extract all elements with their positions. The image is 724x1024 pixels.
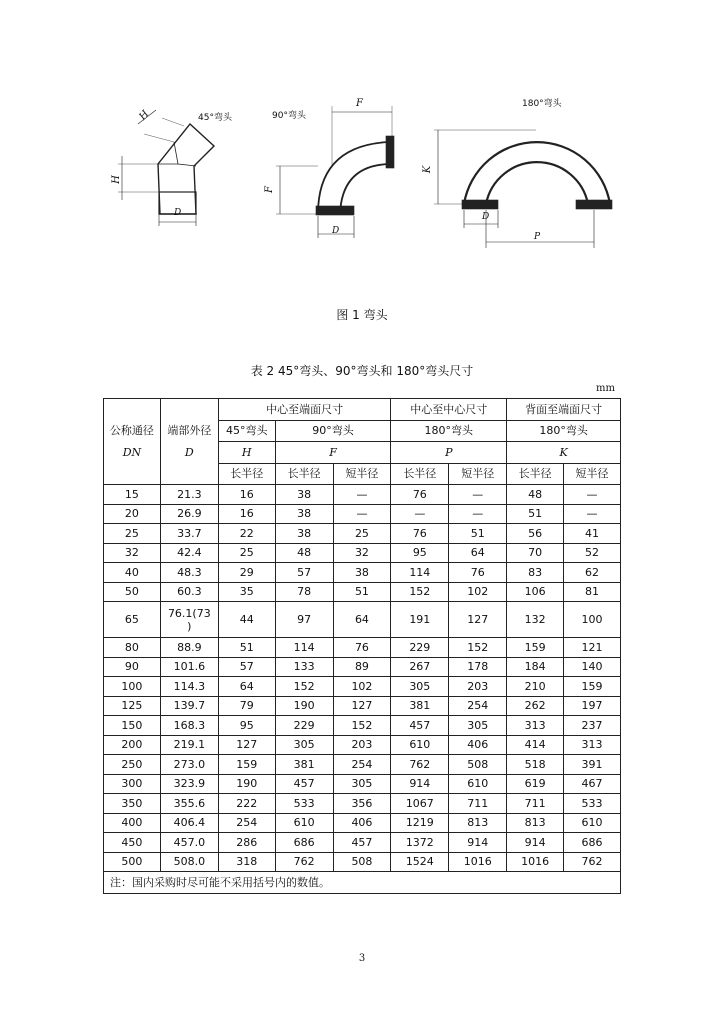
table-cell: 619 [507, 774, 564, 794]
header-row-1 [104, 399, 621, 421]
table-cell: 41 [564, 524, 621, 544]
table-cell: 686 [564, 833, 621, 853]
table-cell: — [564, 504, 621, 524]
table-cell: 114.3 [160, 677, 218, 697]
table-cell: 381 [391, 696, 449, 716]
table-cell: 150 [104, 716, 161, 736]
elbow-90-drawing [276, 106, 394, 238]
table-cell: 184 [507, 657, 564, 677]
table-cell: 237 [564, 716, 621, 736]
header-center-to-end: 中心至端面尺寸 [218, 399, 391, 421]
table-cell: 121 [564, 638, 621, 658]
header-long-radius-p: 长半径 [391, 463, 449, 485]
table-cell: 70 [507, 543, 564, 563]
table-cell: 152 [391, 582, 449, 602]
table-cell: 457.0 [160, 833, 218, 853]
table-cell: 44 [218, 602, 275, 638]
table-cell: 508.0 [160, 852, 218, 872]
table-cell: 711 [449, 794, 507, 814]
table-cell: 35 [218, 582, 275, 602]
table-cell: 229 [275, 716, 333, 736]
table-cell: — [391, 504, 449, 524]
table-cell: 38 [275, 524, 333, 544]
table-cell: 159 [507, 638, 564, 658]
table-cell: 64 [449, 543, 507, 563]
table-cell: 711 [507, 794, 564, 814]
table-cell: 610 [275, 813, 333, 833]
label-d-180: D [482, 212, 490, 222]
header-blank-b [160, 399, 218, 421]
table-cell: 254 [218, 813, 275, 833]
table-row [104, 563, 621, 583]
table-cell: 318 [218, 852, 275, 872]
table-cell: 16 [218, 504, 275, 524]
unit-label: mm [596, 383, 615, 394]
table-cell: 762 [391, 755, 449, 775]
table-cell: 38 [333, 563, 391, 583]
table-cell: 76 [333, 638, 391, 658]
table-cell: 29 [218, 563, 275, 583]
table-cell: 57 [275, 563, 333, 583]
table-cell: 97 [275, 602, 333, 638]
table-cell: 100 [564, 602, 621, 638]
table-cell: — [564, 485, 621, 505]
table-cell: 25 [104, 524, 161, 544]
header-row-4 [104, 463, 621, 485]
header-short-radius-p: 短半径 [449, 463, 507, 485]
table-cell: 457 [275, 774, 333, 794]
table-cell: 76 [449, 563, 507, 583]
table-cell: 762 [564, 852, 621, 872]
table-cell: 159 [218, 755, 275, 775]
table-cell: 51 [218, 638, 275, 658]
table-cell: 100 [104, 677, 161, 697]
label-180-elbow: 180°弯头 [522, 99, 562, 109]
table-cell: 114 [275, 638, 333, 658]
table-row [104, 833, 621, 853]
table-cell: 168.3 [160, 716, 218, 736]
table-cell: 203 [449, 677, 507, 697]
table-cell: 508 [333, 852, 391, 872]
table-cell: 64 [218, 677, 275, 697]
table-cell: 78 [275, 582, 333, 602]
table-cell: 57 [218, 657, 275, 677]
table-cell: 48.3 [160, 563, 218, 583]
table-cell: 51 [449, 524, 507, 544]
table-cell: 140 [564, 657, 621, 677]
table-cell: 81 [564, 582, 621, 602]
table-cell: 38 [275, 504, 333, 524]
table-cell: 152 [333, 716, 391, 736]
table-cell: 88.9 [160, 638, 218, 658]
table-cell: 125 [104, 696, 161, 716]
table-cell: 610 [391, 735, 449, 755]
elbow-figure [100, 88, 620, 288]
table-cell: 457 [333, 833, 391, 853]
table-cell: 813 [507, 813, 564, 833]
table-title: 表 2 45°弯头、90°弯头和 180°弯头尺寸 [250, 364, 474, 378]
table-cell: 305 [333, 774, 391, 794]
table-cell: 262 [507, 696, 564, 716]
table-cell: 152 [449, 638, 507, 658]
table-cell: 200 [104, 735, 161, 755]
header-long-radius-f: 长半径 [275, 463, 333, 485]
table-cell: 15 [104, 485, 161, 505]
table-cell: 159 [564, 677, 621, 697]
label-f-top: F [356, 98, 363, 109]
table-cell: 250 [104, 755, 161, 775]
table-row [104, 657, 621, 677]
table-cell: 1016 [449, 852, 507, 872]
table-cell: 533 [275, 794, 333, 814]
header-blank-c [104, 463, 161, 485]
table-cell: 80 [104, 638, 161, 658]
table-cell: 25 [218, 543, 275, 563]
table-cell: 914 [391, 774, 449, 794]
label-p: P [534, 232, 541, 242]
header-f: F [275, 442, 391, 464]
label-h-vert: H [110, 175, 122, 184]
header-center-to-center: 中心至中心尺寸 [391, 399, 507, 421]
table-cell: 219.1 [160, 735, 218, 755]
table-cell: 1372 [391, 833, 449, 853]
table-row [104, 813, 621, 833]
table-cell: 48 [275, 543, 333, 563]
header-blank-d [160, 463, 218, 485]
table-cell: 350 [104, 794, 161, 814]
header-short-radius-k: 短半径 [564, 463, 621, 485]
table-cell: 406 [449, 735, 507, 755]
table-cell: 16 [218, 485, 275, 505]
table-cell: 813 [449, 813, 507, 833]
table-cell: 139.7 [160, 696, 218, 716]
table-row [104, 638, 621, 658]
elbow-dimension-table [103, 398, 621, 894]
table-note: 注：国内采购时尽可能不采用括号内的数值。 [104, 872, 621, 894]
table-cell: 90 [104, 657, 161, 677]
table-cell: 323.9 [160, 774, 218, 794]
table-cell: 32 [104, 543, 161, 563]
header-45-elbow: 45°弯头 [218, 420, 275, 442]
label-k: K [422, 165, 434, 174]
table-cell: 300 [104, 774, 161, 794]
elbow-drawings [100, 88, 620, 288]
table-cell: 305 [449, 716, 507, 736]
header-k: K [507, 442, 621, 464]
table-cell: 76 [391, 485, 449, 505]
table-cell: 42.4 [160, 543, 218, 563]
table-cell: 467 [564, 774, 621, 794]
table-cell: 95 [391, 543, 449, 563]
table-cell: 83 [507, 563, 564, 583]
table-cell: 191 [391, 602, 449, 638]
table-cell: 381 [275, 755, 333, 775]
table-cell: 254 [449, 696, 507, 716]
table-cell: 508 [449, 755, 507, 775]
table-cell: 286 [218, 833, 275, 853]
table-cell: — [449, 504, 507, 524]
table-row [104, 735, 621, 755]
table-cell: 50 [104, 582, 161, 602]
table-cell: 21.3 [160, 485, 218, 505]
figure-caption: 图 1 弯头 [336, 308, 388, 322]
table-row [104, 852, 621, 872]
label-d-45: D [174, 208, 182, 218]
table-row [104, 582, 621, 602]
table-cell: 391 [564, 755, 621, 775]
header-180-elbow-k: 180°弯头 [507, 420, 621, 442]
page-number: 3 [358, 953, 366, 964]
table-cell: 406 [333, 813, 391, 833]
table-cell: 22 [218, 524, 275, 544]
table-cell: 762 [275, 852, 333, 872]
table-cell: 190 [218, 774, 275, 794]
header-90-elbow: 90°弯头 [275, 420, 391, 442]
table-cell: 76 [391, 524, 449, 544]
table-cell: 52 [564, 543, 621, 563]
table-cell: 355.6 [160, 794, 218, 814]
table-cell: 102 [449, 582, 507, 602]
table-cell: 101.6 [160, 657, 218, 677]
table-cell: 106 [507, 582, 564, 602]
header-long-radius-k: 长半径 [507, 463, 564, 485]
header-row-2 [104, 420, 621, 442]
table-cell: 152 [275, 677, 333, 697]
table-cell: 414 [507, 735, 564, 755]
table-cell: 305 [391, 677, 449, 697]
table-cell: 457 [391, 716, 449, 736]
table-cell: 210 [507, 677, 564, 697]
table-cell: 64 [333, 602, 391, 638]
label-h-diag: H [137, 108, 152, 123]
table-cell: 132 [507, 602, 564, 638]
header-outside-dia: 端部外径 [160, 420, 218, 442]
table-cell: 229 [391, 638, 449, 658]
table-cell: 60.3 [160, 582, 218, 602]
table-cell: 178 [449, 657, 507, 677]
table-cell: 65 [104, 602, 161, 638]
table-cell: — [449, 485, 507, 505]
label-f-side: F [263, 186, 275, 193]
elbow-45-drawing [118, 110, 214, 226]
table-cell: 254 [333, 755, 391, 775]
table-cell: 79 [218, 696, 275, 716]
table-cell: 450 [104, 833, 161, 853]
table-cell: 20 [104, 504, 161, 524]
table-cell: 222 [218, 794, 275, 814]
label-90-elbow: 90°弯头 [272, 111, 306, 121]
table-cell: 518 [507, 755, 564, 775]
table-cell: 127 [218, 735, 275, 755]
note-row [104, 872, 621, 894]
table-cell: — [333, 485, 391, 505]
table-cell: 62 [564, 563, 621, 583]
table-row [104, 716, 621, 736]
table-row [104, 794, 621, 814]
table-cell: 914 [449, 833, 507, 853]
header-d: D [160, 442, 218, 464]
table-row [104, 774, 621, 794]
header-h: H [218, 442, 275, 464]
table-cell: 313 [507, 716, 564, 736]
table-cell: 1016 [507, 852, 564, 872]
table-cell: 1067 [391, 794, 449, 814]
table-cell: 133 [275, 657, 333, 677]
table-row [104, 755, 621, 775]
table-cell: 38 [275, 485, 333, 505]
table-cell: 500 [104, 852, 161, 872]
table-cell: 356 [333, 794, 391, 814]
table-cell: 33.7 [160, 524, 218, 544]
table-cell: 89 [333, 657, 391, 677]
table-cell: 313 [564, 735, 621, 755]
table-cell: 102 [333, 677, 391, 697]
table-cell: 267 [391, 657, 449, 677]
header-short-radius-f: 短半径 [333, 463, 391, 485]
table-cell: 114 [391, 563, 449, 583]
table-cell: 56 [507, 524, 564, 544]
table-cell: 197 [564, 696, 621, 716]
table-cell: 32 [333, 543, 391, 563]
table-row [104, 696, 621, 716]
header-nominal-size: 公称通径 [104, 420, 161, 442]
table-cell: 51 [507, 504, 564, 524]
table-cell: 26.9 [160, 504, 218, 524]
header-long-radius-h: 长半径 [218, 463, 275, 485]
table-cell: 51 [333, 582, 391, 602]
table-cell: 127 [333, 696, 391, 716]
table-cell: 95 [218, 716, 275, 736]
table-cell: 305 [275, 735, 333, 755]
table-cell: 127 [449, 602, 507, 638]
header-blank-a [104, 399, 161, 421]
table-row [104, 524, 621, 544]
table-cell: 76.1(73 ) [160, 602, 218, 638]
header-p: P [391, 442, 507, 464]
table-cell: 190 [275, 696, 333, 716]
table-cell: 610 [564, 813, 621, 833]
table-cell: 686 [275, 833, 333, 853]
table-cell: 40 [104, 563, 161, 583]
header-row-3 [104, 442, 621, 464]
table-row [104, 602, 621, 638]
header-180-elbow-p: 180°弯头 [391, 420, 507, 442]
table-cell: 25 [333, 524, 391, 544]
table-cell: 914 [507, 833, 564, 853]
label-d-90: D [332, 226, 340, 236]
table-row [104, 504, 621, 524]
table-row [104, 485, 621, 505]
table-cell: 400 [104, 813, 161, 833]
header-dn: DN [104, 442, 161, 464]
table-cell: 406.4 [160, 813, 218, 833]
header-back-to-end: 背面至端面尺寸 [507, 399, 621, 421]
table-cell: 1524 [391, 852, 449, 872]
table-cell: 610 [449, 774, 507, 794]
table-row [104, 543, 621, 563]
table-cell: 533 [564, 794, 621, 814]
label-45-elbow: 45°弯头 [198, 113, 232, 123]
table-cell: 203 [333, 735, 391, 755]
table-row [104, 677, 621, 697]
table-cell: — [333, 504, 391, 524]
table-cell: 273.0 [160, 755, 218, 775]
table-cell: 1219 [391, 813, 449, 833]
table-cell: 48 [507, 485, 564, 505]
elbow-180-drawing [434, 130, 612, 248]
